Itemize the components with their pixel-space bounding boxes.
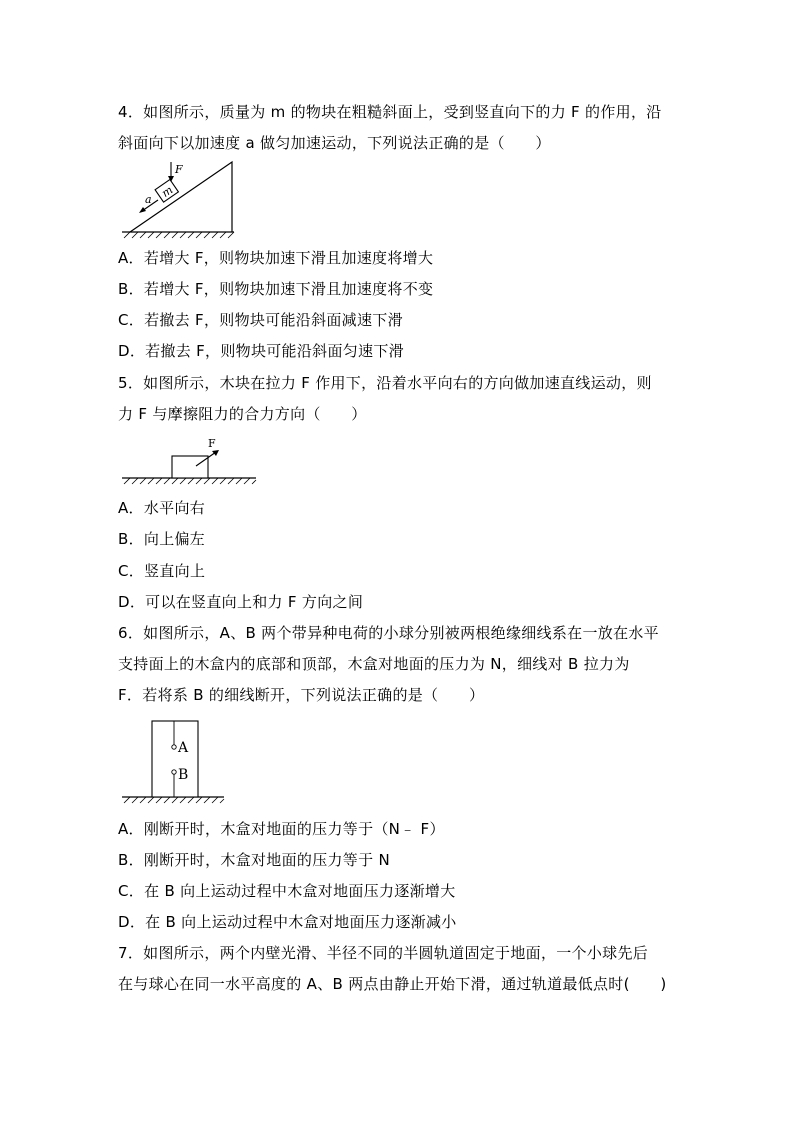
block-m [155, 180, 178, 203]
q5-stem-line1: 5．如图所示，木块在拉力 F 作用下，沿着水平向右的方向做加速直线运动，则 [118, 374, 652, 392]
q6-stem-line1: 6．如图所示，A、B 两个带异种电荷的小球分别被两根绝缘细线系在一放在水平 [118, 624, 659, 642]
ball-a [172, 745, 176, 749]
ball-b-label: B [178, 767, 189, 783]
ball-a-label: A [178, 740, 189, 756]
wooden-box [152, 721, 198, 797]
mass-label: m [159, 183, 176, 200]
q6-option-d: D．在 B 向上运动过程中木盒对地面压力逐渐减小 [118, 913, 457, 931]
q4-option-a: A．若增大 F，则物块加速下滑且加速度将增大 [118, 249, 434, 267]
q4-option-d: D．若撤去 F，则物块可能沿斜面匀速下滑 [118, 342, 404, 360]
pull-force-label: F [208, 437, 216, 450]
q4-stem-line1: 4．如图所示，质量为 m 的物块在粗糙斜面上，受到竖直向下的力 F 的作用，沿 [118, 103, 662, 121]
accel-arrowhead [139, 207, 146, 213]
wooden-block [172, 456, 208, 478]
wooden-box-figure [118, 712, 228, 806]
q4-option-c: C．若撤去 F，则物块可能沿斜面减速下滑 [118, 311, 403, 329]
q5-option-a: A．水平向右 [118, 499, 206, 517]
pull-force-arrowhead [212, 450, 219, 456]
q5-option-d: D．可以在竖直向上和力 F 方向之间 [118, 593, 364, 611]
q6-stem-line2: 支持面上的木盒内的底部和顶部，木盒对地面的压力为 N，细线对 B 拉力为 [118, 655, 630, 673]
ball-b [172, 770, 176, 774]
support-hatch [124, 797, 224, 803]
q6-option-b: B．刚断开时，木盒对地面的压力等于 N [118, 851, 390, 869]
accel-label: a [145, 193, 152, 206]
ground-hatch [124, 232, 234, 238]
q7-stem-line1: 7．如图所示，两个内壁光滑、半径不同的半圆轨道固定于地面，一个小球先后 [118, 944, 649, 962]
q4-option-b: B．若增大 F，则物块加速下滑且加速度将不变 [118, 280, 434, 298]
force-f-label: F [175, 163, 183, 176]
horizontal-block-figure [118, 432, 260, 490]
q7-stem-line2: 在与球心在同一水平高度的 A、B 两点由静止开始下滑，通过轨道最低点时( ) [118, 975, 667, 993]
q5-option-b: B．向上偏左 [118, 530, 206, 548]
q6-option-a: A．刚断开时，木盒对地面的压力等于（N﹣ F） [118, 820, 445, 838]
q5-stem-line2: 力 F 与摩擦阻力的合力方向（ ） [118, 405, 367, 423]
q5-option-c: C．竖直向上 [118, 562, 206, 580]
q6-stem-line3: F．若将系 B 的细线断开，下列说法正确的是（ ） [118, 686, 485, 704]
q6-option-c: C．在 B 向上运动过程中木盒对地面压力逐渐增大 [118, 882, 456, 900]
q4-stem-line2: 斜面向下以加速度 a 做匀加速运动，下列说法正确的是（ ） [118, 134, 551, 152]
incline-figure [118, 158, 248, 240]
floor-hatch [124, 478, 256, 484]
